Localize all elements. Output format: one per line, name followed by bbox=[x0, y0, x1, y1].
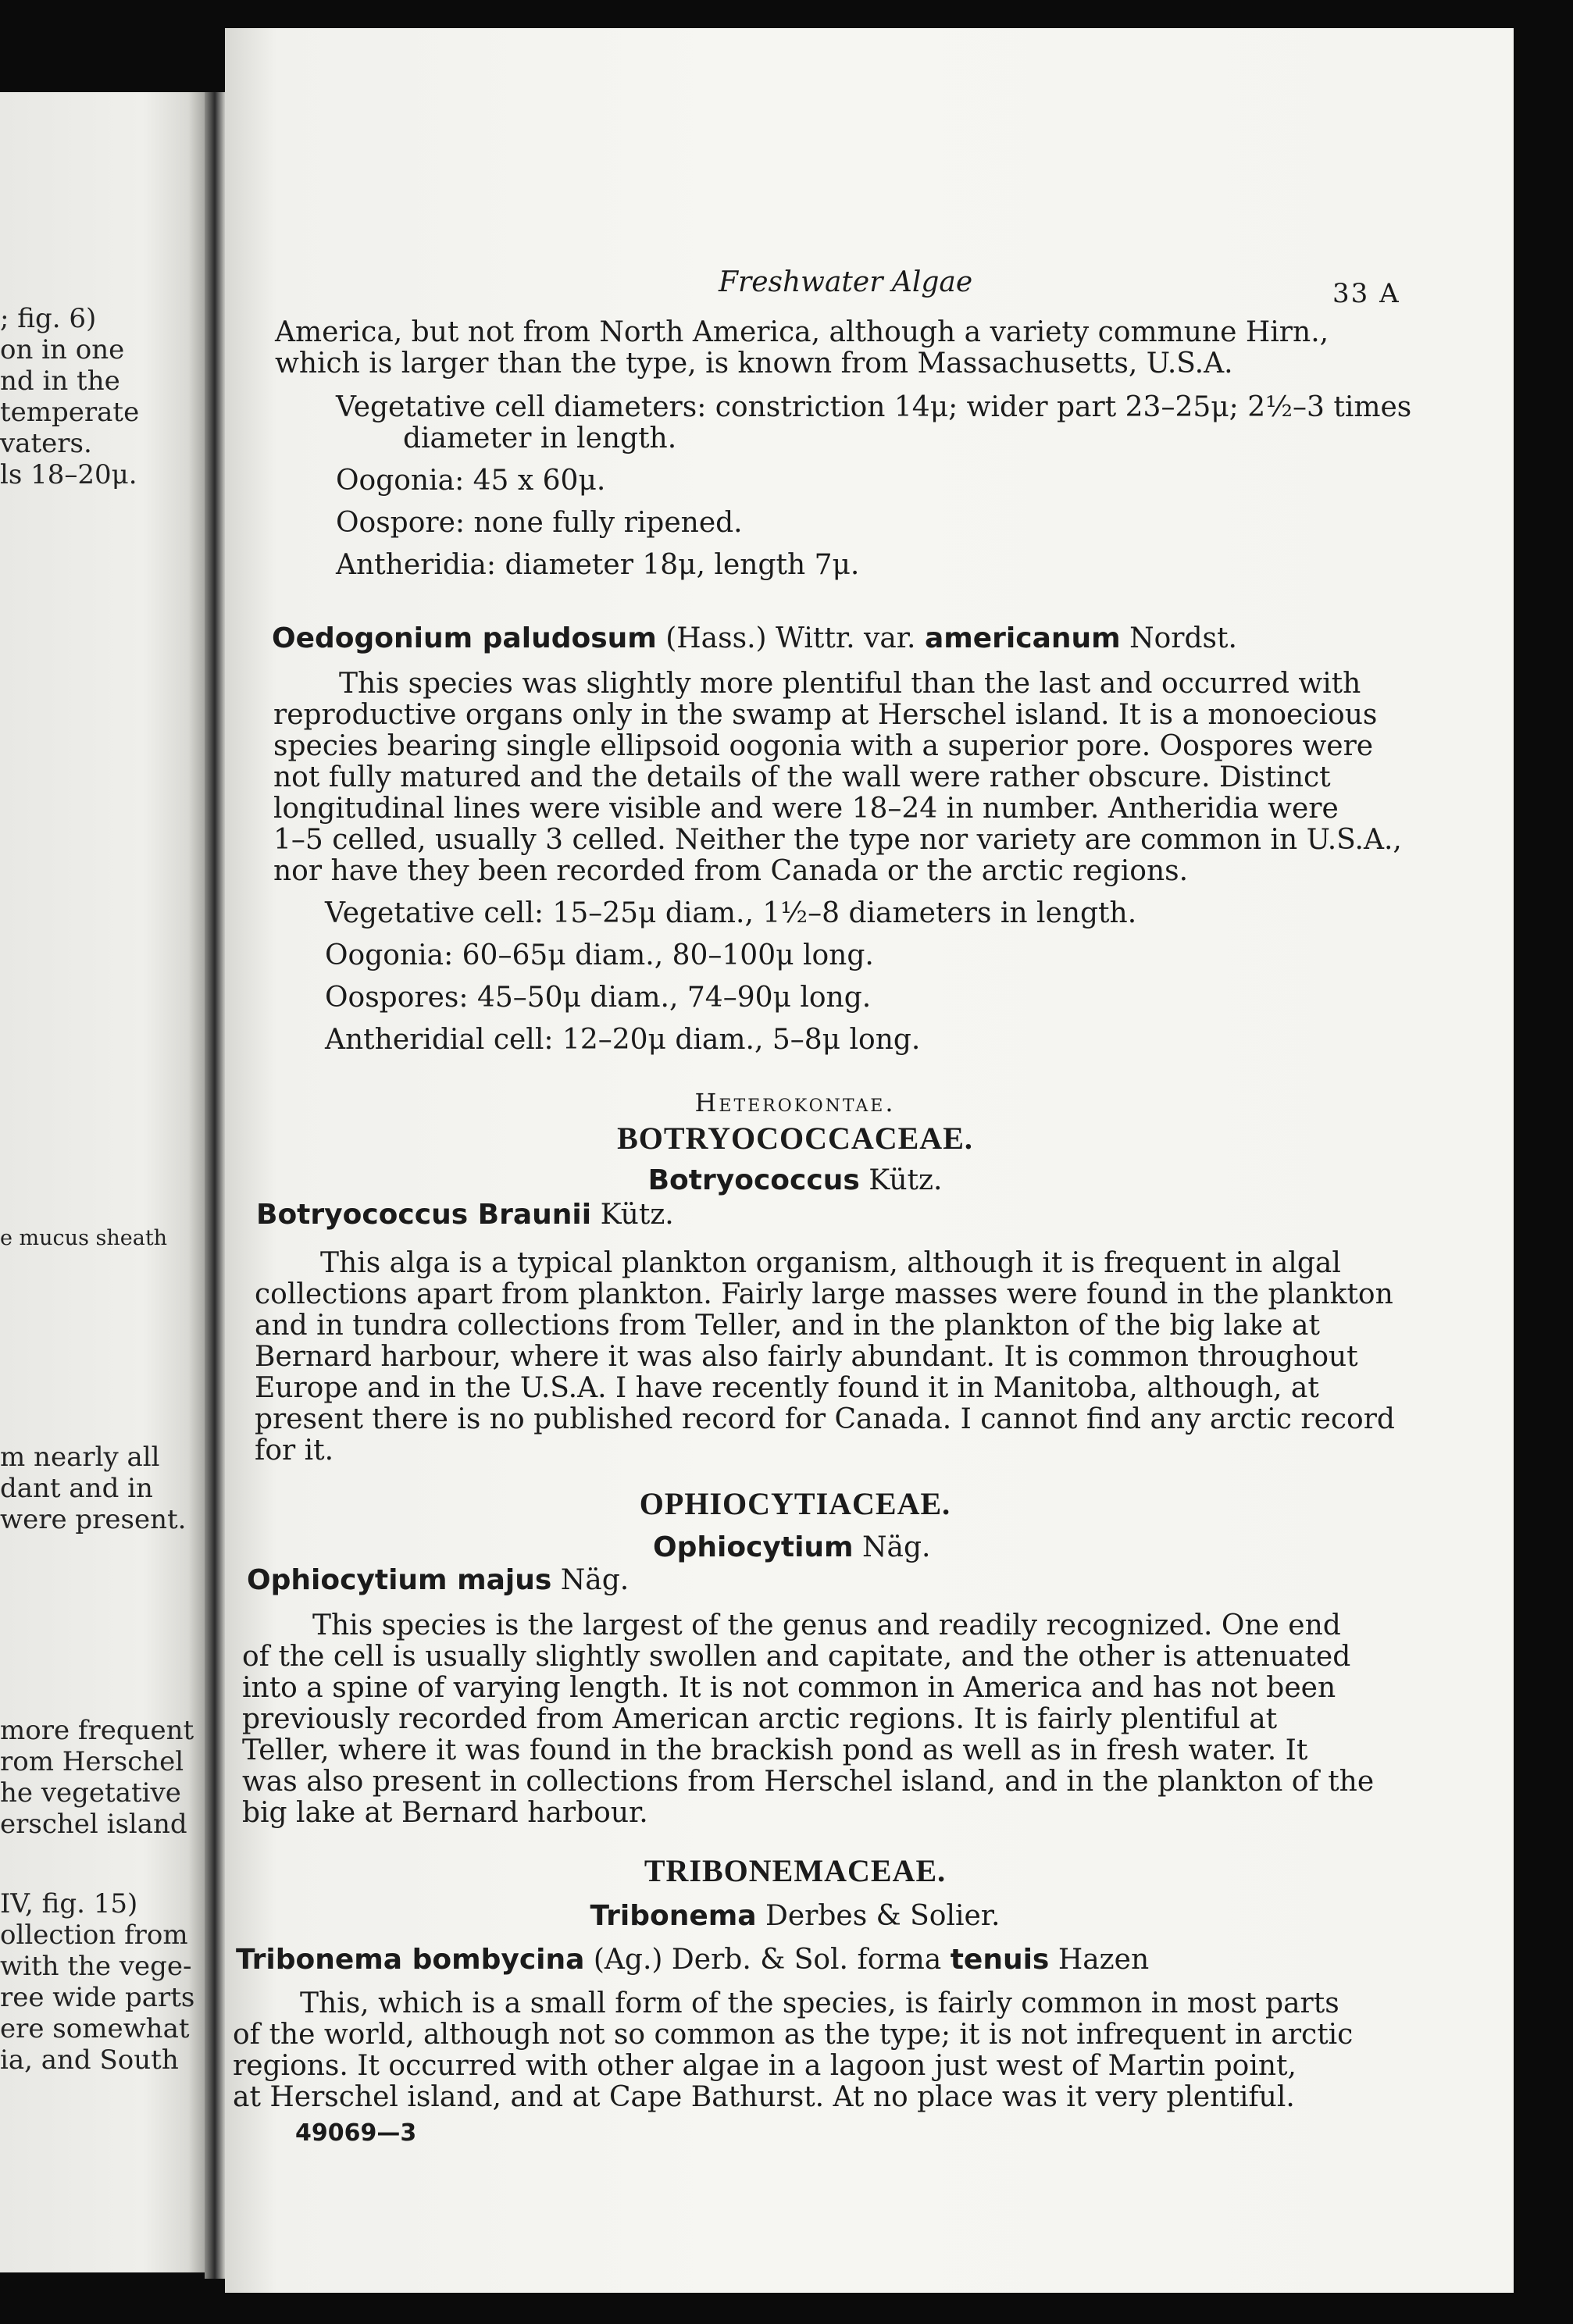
left-fragment: ree wide parts bbox=[0, 1982, 195, 2013]
left-fragment: temperate bbox=[0, 397, 140, 428]
left-fragment: IV, fig. 15) bbox=[0, 1888, 138, 1919]
left-fragment: were present. bbox=[0, 1504, 187, 1535]
variety-authority: Nordst. bbox=[1129, 622, 1237, 654]
paragraph-line: at Herschel island, and at Cape Bathurst. At no place was it very plentiful. bbox=[233, 2081, 1295, 2113]
species-authority: (Ag.) Derb. & Sol. forma bbox=[593, 1944, 942, 1976]
family-heading: BOTRYOCOCCACEAE. bbox=[617, 1121, 973, 1156]
paragraph-line: was also present in collections from Herschel island, and in the plankton of the bbox=[242, 1766, 1375, 1798]
measurement-line: Oospore: none fully ripened. bbox=[336, 507, 743, 539]
measurement-line: Oogonia: 45 x 60μ. bbox=[336, 465, 606, 497]
text-line: America, but not from North America, although a variety commune Hirn., bbox=[275, 316, 1329, 348]
genus-heading bbox=[225, 1901, 1365, 1932]
book-spine bbox=[205, 92, 225, 2279]
genus-authority: Näg. bbox=[862, 1531, 931, 1563]
left-fragment: he vegetative bbox=[0, 1777, 181, 1809]
genus-authority: Derbes & Solier. bbox=[765, 1900, 1001, 1932]
genus-name: Botryococcus bbox=[647, 1164, 860, 1196]
paragraph-line: into a spine of varying length. It is not common in America and has not been bbox=[242, 1672, 1336, 1704]
species-authority: Näg. bbox=[560, 1564, 630, 1596]
species-heading bbox=[272, 623, 1237, 654]
class-heading: Heterokontae. bbox=[694, 1088, 896, 1117]
left-fragment: rom Herschel bbox=[0, 1746, 184, 1777]
left-fragment: ia, and South bbox=[0, 2044, 179, 2076]
paragraph-line: This species was slightly more plentiful than the last and occurred with bbox=[339, 668, 1361, 700]
genus-heading bbox=[653, 1532, 930, 1563]
left-fragment: on in one bbox=[0, 334, 125, 365]
family-heading: TRIBONEMACEAE. bbox=[644, 1853, 947, 1888]
left-fragment: m nearly all bbox=[0, 1442, 160, 1473]
page-number: 33 A bbox=[1332, 278, 1400, 309]
paragraph-line: Europe and in the U.S.A. I have recently found it in Manitoba, although, at bbox=[255, 1372, 1319, 1404]
species-name: Botryococcus Braunii bbox=[256, 1199, 592, 1231]
paragraph-line: present there is no published record for Canada. I cannot find any arctic record bbox=[255, 1403, 1395, 1435]
species-name: Oedogonium paludosum bbox=[272, 622, 657, 654]
paragraph-line: for it. bbox=[255, 1435, 334, 1467]
left-fragment: ; fig. 6) bbox=[0, 303, 97, 334]
paragraph-line: and in tundra collections from Teller, and in the plankton of the big lake at bbox=[255, 1310, 1320, 1342]
paragraph-line: reproductive organs only in the swamp at Herschel island. It is a monoecious bbox=[273, 699, 1378, 731]
paragraph-line: previously recorded from American arctic regions. It is fairly plentiful at bbox=[242, 1703, 1278, 1735]
species-name: Tribonema bombycina bbox=[236, 1944, 585, 1976]
paragraph-line: This alga is a typical plankton organism, although it is frequent in algal bbox=[320, 1247, 1341, 1279]
paragraph-line: big lake at Bernard harbour. bbox=[242, 1797, 648, 1829]
left-fragment: nd in the bbox=[0, 365, 120, 397]
measurement-line: Vegetative cell diameters: constriction 14μ; wider part 23–25μ; 2½–3 times bbox=[336, 391, 1412, 423]
left-fragment: ere somewhat bbox=[0, 2013, 190, 2044]
right-page bbox=[225, 28, 1514, 2293]
text-line: which is larger than the type, is known from Massachusetts, U.S.A. bbox=[275, 348, 1233, 380]
left-fragment: erschel island bbox=[0, 1809, 187, 1840]
left-fragment: ollection from bbox=[0, 1919, 188, 1951]
left-fragment: ls 18–20μ. bbox=[0, 459, 137, 490]
left-page-edge bbox=[0, 92, 205, 2272]
paragraph-line: longitudinal lines were visible and were 18–24 in number. Antheridia were bbox=[273, 793, 1339, 825]
species-name: Ophiocytium majus bbox=[247, 1564, 552, 1596]
paragraph-line: of the cell is usually slightly swollen and capitate, and the other is attenuated bbox=[242, 1641, 1351, 1673]
genus-authority: Kütz. bbox=[869, 1164, 943, 1196]
measurement-line: Antheridial cell: 12–20μ diam., 5–8μ long. bbox=[325, 1024, 921, 1056]
measurement-line: Oospores: 45–50μ diam., 74–90μ long. bbox=[325, 982, 872, 1014]
measurement-line: Vegetative cell: 15–25μ diam., 1½–8 diameters in length. bbox=[325, 897, 1137, 929]
left-fragment: more frequent bbox=[0, 1715, 194, 1746]
left-fragment: with the vege- bbox=[0, 1951, 192, 1982]
family-heading: OPHIOCYTIACEAE. bbox=[639, 1486, 951, 1521]
species-heading bbox=[256, 1199, 674, 1231]
left-fragment: vaters. bbox=[0, 428, 92, 459]
running-header: Freshwater Algae bbox=[719, 266, 973, 298]
paragraph-line: of the world, although not so common as the type; it is not infrequent in arctic bbox=[233, 2019, 1354, 2051]
paragraph-line: regions. It occurred with other algae in a lagoon just west of Martin point, bbox=[233, 2050, 1297, 2082]
measurement-line: Antheridia: diameter 18μ, length 7μ. bbox=[336, 549, 860, 581]
measurement-line: Oogonia: 60–65μ diam., 80–100μ long. bbox=[325, 939, 874, 971]
printer-signature: 49069—3 bbox=[295, 2119, 417, 2147]
paragraph-line: not fully matured and the details of the wall were rather obscure. Distinct bbox=[273, 761, 1331, 793]
species-heading bbox=[247, 1565, 629, 1596]
species-authority: (Hass.) Wittr. var. bbox=[665, 622, 916, 654]
variety-name: americanum bbox=[924, 622, 1121, 654]
paragraph-line: species bearing single ellipsoid oogonia with a superior pore. Oospores were bbox=[273, 730, 1374, 762]
paragraph-line: nor have they been recorded from Canada or the arctic regions. bbox=[273, 855, 1189, 887]
page-content bbox=[225, 28, 1514, 2293]
genus-heading bbox=[225, 1165, 1365, 1196]
paragraph-line: 1–5 celled, usually 3 celled. Neither the type nor variety are common in U.S.A., bbox=[273, 824, 1402, 856]
form-authority: Hazen bbox=[1058, 1944, 1150, 1976]
paragraph-line: This species is the largest of the genus and readily recognized. One end bbox=[312, 1609, 1341, 1641]
paragraph-line: This, which is a small form of the species, is fairly common in most parts bbox=[300, 1987, 1339, 2019]
species-authority: Kütz. bbox=[600, 1199, 674, 1231]
left-fragment: e mucus sheath bbox=[0, 1226, 168, 1250]
paragraph-line: Bernard harbour, where it was also fairly abundant. It is common throughout bbox=[255, 1341, 1358, 1373]
species-heading bbox=[236, 1944, 1149, 1976]
form-name: tenuis bbox=[950, 1944, 1050, 1976]
left-fragment: dant and in bbox=[0, 1473, 153, 1504]
genus-name: Ophiocytium bbox=[653, 1531, 854, 1563]
paragraph-line: Teller, where it was found in the brackish pond as well as in fresh water. It bbox=[242, 1734, 1308, 1766]
paragraph-line: collections apart from plankton. Fairly large masses were found in the plankton bbox=[255, 1278, 1393, 1310]
genus-name: Tribonema bbox=[590, 1900, 757, 1932]
measurement-line: diameter in length. bbox=[403, 422, 677, 454]
